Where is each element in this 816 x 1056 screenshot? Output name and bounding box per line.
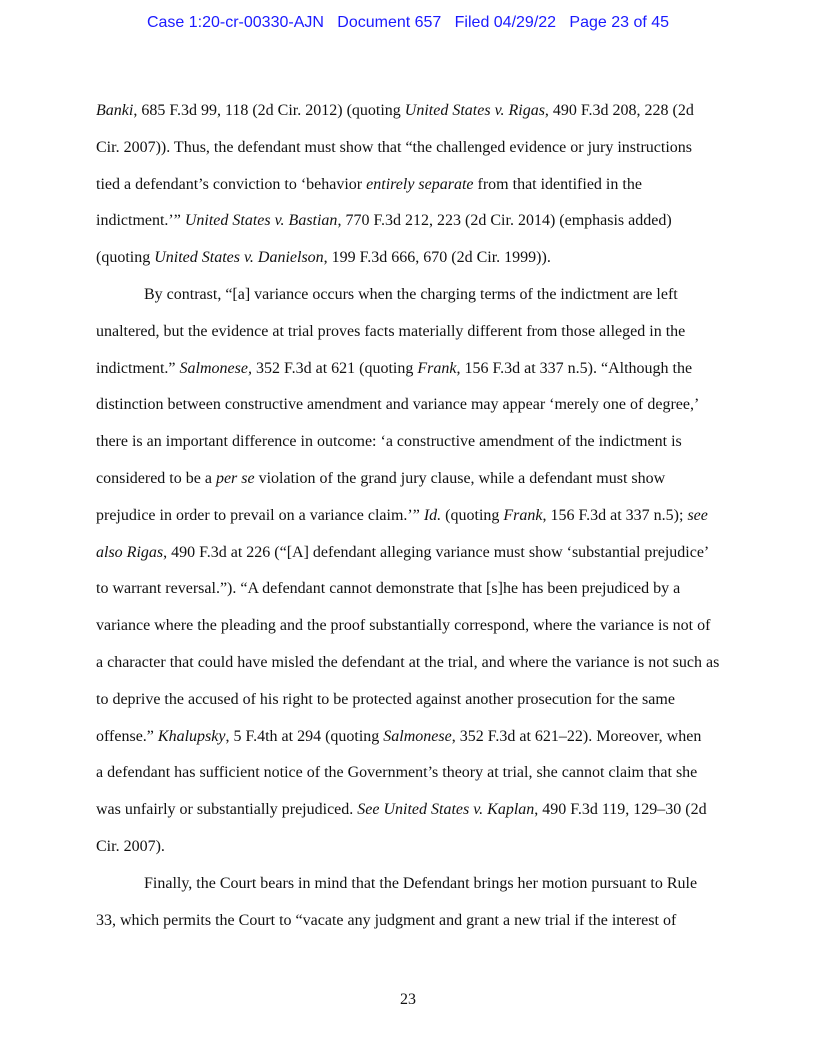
text-run: tied a defendant’s conviction to ‘behavior (96, 175, 367, 193)
text-run: violation of the grand jury clause, while a defendant must show (254, 469, 666, 487)
text-line (96, 130, 736, 167)
text-line (96, 203, 736, 240)
text-run: distinction between constructive amendment and variance may appear ‘merely one of degree,’ (96, 396, 700, 414)
citation-italic: Frank (417, 359, 457, 377)
text-run: was unfairly or substantially prejudiced. (96, 801, 358, 819)
text-line (96, 167, 736, 204)
text-run: Cir. 2007). (96, 837, 165, 855)
text-run: Cir. 2007)). Thus, the defendant must show that “the challenged evidence or jury instructions (96, 138, 693, 156)
text-line (96, 424, 736, 461)
text-line (96, 498, 736, 535)
text-line (96, 829, 736, 866)
text-line (96, 866, 736, 903)
text-run: , 770 F.3d 212, 223 (2d Cir. 2014) (emphasis added) (337, 212, 672, 230)
text-run: , 156 F.3d at 337 n.5). “Although the (456, 359, 693, 377)
citation-italic: United States v. Bastian (184, 212, 338, 230)
citation-italic: see (687, 506, 708, 524)
text-run: a character that could have misled the defendant at the trial, and where the variance is not such as (96, 653, 720, 671)
text-line (96, 314, 736, 351)
citation-italic: Khalupsky (157, 727, 226, 745)
text-line (96, 755, 736, 792)
text-run: variance where the pleading and the proof substantially correspond, where the variance is not of (96, 617, 711, 635)
text-run: indictment.’” (96, 212, 185, 230)
citation-italic: Salmonese, (179, 359, 252, 377)
text-run: , 490 F.3d 119, 129–30 (2d (534, 801, 707, 819)
text-run: offense.” (96, 727, 158, 745)
page-number: 23 (400, 991, 416, 1008)
text-line (96, 608, 736, 645)
citation-italic: Banki (96, 102, 134, 119)
text-line (96, 792, 736, 829)
text-run: a defendant has sufficient notice of the Government’s theory at trial, she cannot claim that she (96, 764, 698, 782)
text-line (96, 277, 736, 314)
text-run: , 685 F.3d 99, 118 (2d Cir. 2012) (quoting (133, 102, 405, 119)
citation-italic: United States v. Danielson (154, 249, 324, 267)
citation-italic: Salmonese (383, 727, 452, 745)
text-run: 352 F.3d at 621 (quoting (251, 359, 418, 377)
text-line (96, 682, 736, 719)
text-line (96, 240, 736, 277)
text-run: prejudice in order to prevail on a variance claim.’” (96, 506, 424, 524)
text-run: , 156 F.3d at 337 n.5); (542, 506, 688, 524)
text-run: , 490 F.3d at 226 (“[A] defendant alleging variance must show ‘substantial prejudice’ (163, 543, 710, 561)
text-run: (quoting (441, 506, 504, 524)
text-run: Finally, the Court bears in mind that the Defendant brings her motion pursuant to Rule (144, 874, 698, 892)
text-run: indictment.” (96, 359, 180, 377)
text-run: there is an important difference in outcome: ‘a constructive amendment of the indictment is (96, 433, 682, 451)
text-run: 33, which permits the Court to “vacate any judgment and grant a new trial if the interest of (96, 911, 677, 929)
text-run: considered to be a (96, 469, 216, 487)
text-run: to deprive the accused of his right to be protected against another prosecution for the same (96, 690, 675, 708)
text-run: from that identified in the (473, 175, 642, 193)
text-line (96, 719, 736, 756)
citation-italic: Frank (503, 506, 543, 524)
text-line (96, 903, 736, 940)
text-line (96, 535, 736, 572)
text-line (96, 351, 736, 388)
text-run: to warrant reversal.”). “A defendant cannot demonstrate that [s]he has been prejudiced by a (96, 580, 681, 598)
text-line (96, 461, 736, 498)
text-run: , 5 F.4th at 294 (quoting (225, 727, 384, 745)
text-run: , 490 F.3d 208, 228 (2d (544, 102, 694, 119)
citation-italic: entirely separate (366, 175, 474, 193)
case-header: Case 1:20-cr-00330-AJN Document 657 Filed 04/29/22 Page 23 of 45 (146, 14, 670, 31)
text-line (96, 387, 736, 424)
citation-italic: also Rigas (96, 543, 164, 561)
citation-italic: Id. (423, 506, 442, 524)
citation-italic: See United States v. Kaplan (357, 801, 535, 819)
citation-italic: per se (215, 469, 255, 487)
text-run: unaltered, but the evidence at trial proves facts materially different from those alleged in the (96, 322, 686, 340)
text-line (96, 645, 736, 682)
body-text (96, 93, 736, 939)
text-line (96, 571, 736, 608)
text-line (96, 93, 736, 130)
text-run: , 352 F.3d at 621–22). Moreover, when (451, 727, 702, 745)
text-run: (quoting (96, 249, 155, 267)
text-run: By contrast, “[a] variance occurs when the charging terms of the indictment are left (144, 285, 678, 303)
text-run: , 199 F.3d 666, 670 (2d Cir. 1999)). (323, 249, 551, 267)
citation-italic: United States v. Rigas (404, 102, 545, 119)
